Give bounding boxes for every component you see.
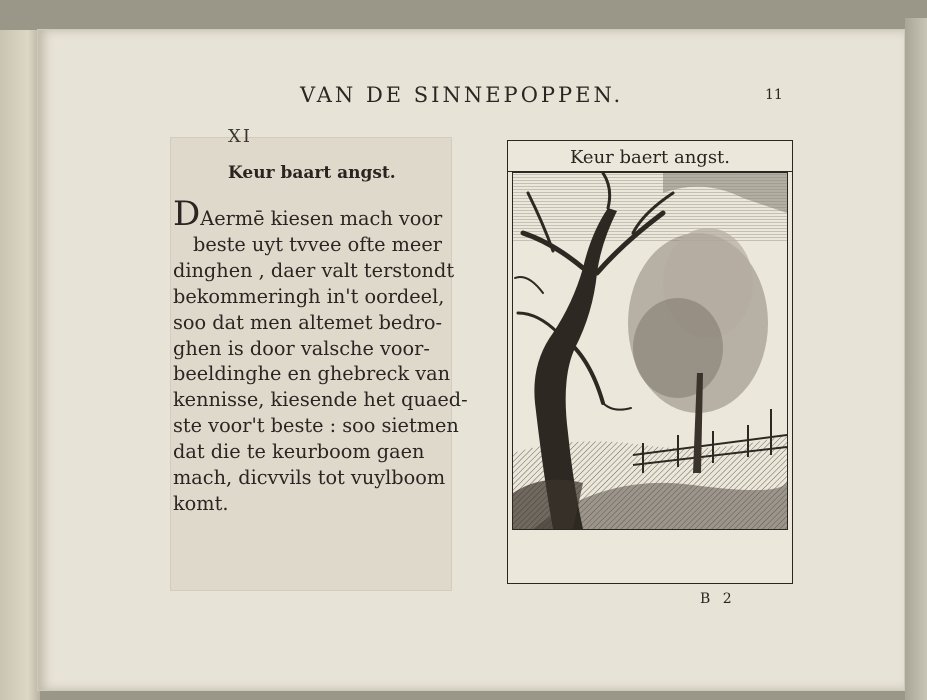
- emblem-number: XI: [228, 126, 252, 147]
- previous-page-edge: [0, 30, 40, 700]
- text-line: DAermē kiesen mach voor: [173, 194, 443, 234]
- text-line: beeldinghe en ghebreck van: [173, 362, 451, 386]
- text-line: komt.: [173, 491, 229, 515]
- text-line: ghen is door valsche voor-: [173, 336, 430, 360]
- tree-landscape-engraving: [512, 172, 788, 530]
- page-number: 11: [765, 87, 783, 103]
- running-head: VAN DE SINNEPOPPEN.: [300, 83, 624, 107]
- text-line: bekommeringh in't oordeel,: [173, 284, 445, 308]
- text-line: dat die te keurboom gaen: [173, 440, 425, 464]
- emblem-title: Keur baart angst.: [228, 163, 396, 183]
- emblem-text: [173, 194, 468, 517]
- plate-title: Keur baert angst.: [569, 147, 731, 168]
- book-cover-edge: [905, 18, 927, 700]
- text-line: dinghen , daer valt terstondt: [173, 258, 455, 282]
- signature-mark: B 2: [700, 591, 736, 607]
- book-page: [38, 30, 904, 690]
- text-line: beste uyt tvvee ofte meer: [193, 232, 442, 256]
- text-line: mach, dicvvils tot vuylboom: [173, 466, 446, 490]
- drop-cap: D: [173, 194, 201, 234]
- engraving-plate: [507, 140, 793, 584]
- text-line: kennisse, kiesende het quaed-: [173, 388, 468, 412]
- text-line: ste voor't beste : soo sietmen: [173, 414, 459, 438]
- text-line: soo dat men altemet bedro-: [173, 310, 443, 334]
